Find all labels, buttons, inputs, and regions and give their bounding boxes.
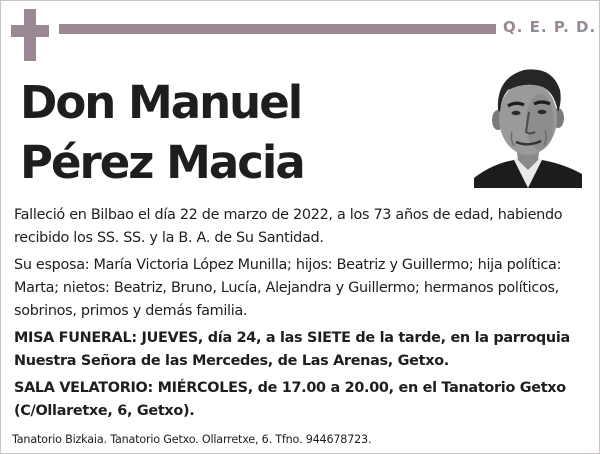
qepd-label: Q. E. P. D. xyxy=(503,18,597,36)
header-rule xyxy=(59,24,496,34)
wake-room-paragraph: SALA VELATORIO: MIÉRCOLES, de 17.00 a 20.00, en el Tanatorio Getxo (C/Ollaretxe, 6, Getxo). xyxy=(14,380,566,419)
portrait-photo xyxy=(474,60,582,188)
death-notice-paragraph: Falleció en Bilbao el día 22 de marzo de 2022, a los 73 años de edad, habiendo recibido los SS. SS. y la B. A. de Su Santidad. xyxy=(14,207,563,246)
deceased-name-line1: Don Manuel xyxy=(20,76,302,129)
deceased-name-line2: Pérez Macia xyxy=(20,136,304,189)
funeral-mass-paragraph: MISA FUNERAL: JUEVES, día 24, a las SIETE de la tarde, en la parroquia Nuestra Señora de las Mercedes, de Las Arenas, Getxo. xyxy=(14,330,570,369)
funeral-home-footer: Tanatorio Bizkaia. Tanatorio Getxo. Ollarretxe, 6. Tfno. 944678723. xyxy=(12,433,372,446)
cross-icon xyxy=(11,9,49,61)
family-paragraph: Su esposa: María Victoria López Munilla; hijos: Beatriz y Guillermo; hija política: Marta; nietos: Beatriz, Bruno, Lucía, Alejandra y Guillermo; hermanos políticos, sobrinos, primos y demás familia. xyxy=(14,257,562,319)
